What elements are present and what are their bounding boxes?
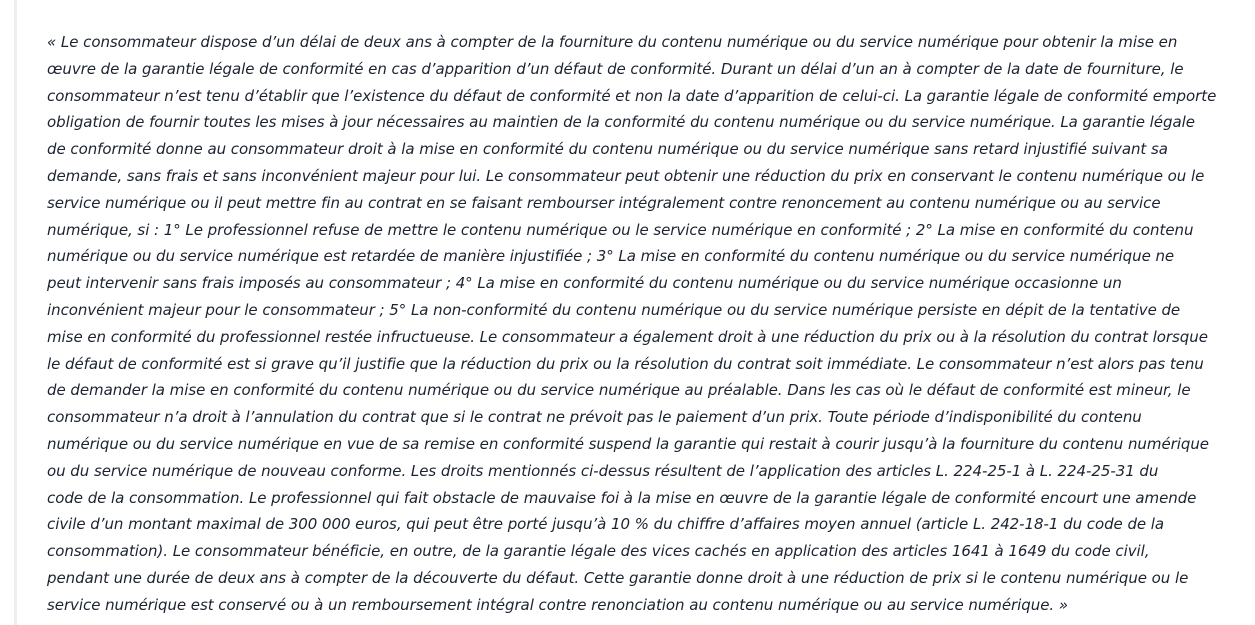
- quote-line-15: consommateur n’a droit à l’annulation du contrat que si le contrat ne prévoit pas le paiement d’un prix. Toute période d’indisponibilité du contenu: [47, 408, 1142, 427]
- quote-line-14: de demander la mise en conformité du contenu numérique ou du service numérique au préalable. Dans les cas où le défaut de conformité est mineur, le: [47, 381, 1191, 400]
- quote-line-12: mise en conformité du professionnel restée infructueuse. Le consommateur a également droit à une réduction du prix ou à la résolution du contrat lorsque: [47, 327, 1208, 346]
- quote-line-2: œuvre de la garantie légale de conformité en cas d’apparition d’un défaut de conformité. Durant un délai d’un an à compter de la date de fourniture, le: [47, 59, 1184, 78]
- quote-line-3: consommateur n’est tenu d’établir que l’existence du défaut de conformité et non la date d’apparition de celui-ci. La garantie légale de conformité emporte: [47, 86, 1217, 105]
- quote-line-9: numérique ou du service numérique est retardée de manière injustifiée ; 3° La mise en conformité du contenu numérique ou du service numérique ne: [47, 247, 1175, 266]
- quote-line-13: le défaut de conformité est si grave qu’il justifie que la réduction du prix ou la résolution du contrat soit immédiate. Le consommateur n’est alors pas tenu: [47, 354, 1204, 373]
- quote-line-11: inconvénient majeur pour le consommateur ; 5° La non-conformité du contenu numérique ou du service numérique persiste en dépit de la tentative de: [47, 300, 1181, 319]
- quote-line-8: numérique, si : 1° Le professionnel refuse de mettre le contenu numérique ou le service numérique en conformité ; 2° La mise en conformité du contenu: [47, 220, 1194, 239]
- quote-line-4: obligation de fournir toutes les mises à jour nécessaires au maintien de la conformité du contenu numérique ou du service numérique. La garantie légale: [47, 113, 1195, 132]
- quote-line-20: consommation). Le consommateur bénéficie, en outre, de la garantie légale des vices cachés en application des articles 1641 à 1649 du code civil,: [47, 542, 1150, 561]
- blockquote-text: [47, 29, 1239, 619]
- legal-guarantee-blockquote: [14, 0, 1255, 625]
- quote-line-18: code de la consommation. Le professionnel qui fait obstacle de mauvaise foi à la mise en œuvre de la garantie légale de conformité encourt une amende: [47, 488, 1197, 507]
- quote-line-19: civile d’un montant maximal de 300 000 euros, qui peut être porté jusqu’à 10 % du chiffre d’affaires moyen annuel (article L. 242-18-1 du code de la: [47, 515, 1165, 534]
- quote-line-5: de conformité donne au consommateur droit à la mise en conformité du contenu numérique ou du service numérique sans retard injustifié suivant sa: [47, 140, 1168, 159]
- quote-line-16: numérique ou du service numérique en vue de sa remise en conformité suspend la garantie qui restait à courir jusqu’à la fourniture du contenu numérique: [47, 434, 1209, 453]
- quote-line-6: demande, sans frais et sans inconvénient majeur pour lui. Le consommateur peut obtenir une réduction du prix en conservant le contenu numérique ou le: [47, 166, 1205, 185]
- quote-line-21: pendant une durée de deux ans à compter de la découverte du défaut. Cette garantie donne droit à une réduction de prix si le contenu numérique ou le: [47, 568, 1189, 587]
- quote-line-1: « Le consommateur dispose d’un délai de deux ans à compter de la fourniture du contenu numérique ou du service numérique pour obtenir la mise en: [47, 33, 1178, 51]
- quote-line-22: service numérique est conservé ou à un remboursement intégral contre renonciation au contenu numérique ou au service numérique. »: [47, 595, 1069, 614]
- quote-line-10: peut intervenir sans frais imposés au consommateur ; 4° La mise en conformité du contenu numérique ou du service numérique occasionne un: [47, 274, 1122, 293]
- quote-line-17: ou du service numérique de nouveau conforme. Les droits mentionnés ci-dessus résultent de l’application des articles L. 224-25-1 à L. 224-25-31 du: [47, 461, 1159, 480]
- quote-line-7: service numérique ou il peut mettre fin au contrat en se faisant rembourser intégralement contre renoncement au contenu numérique ou au service: [47, 193, 1161, 212]
